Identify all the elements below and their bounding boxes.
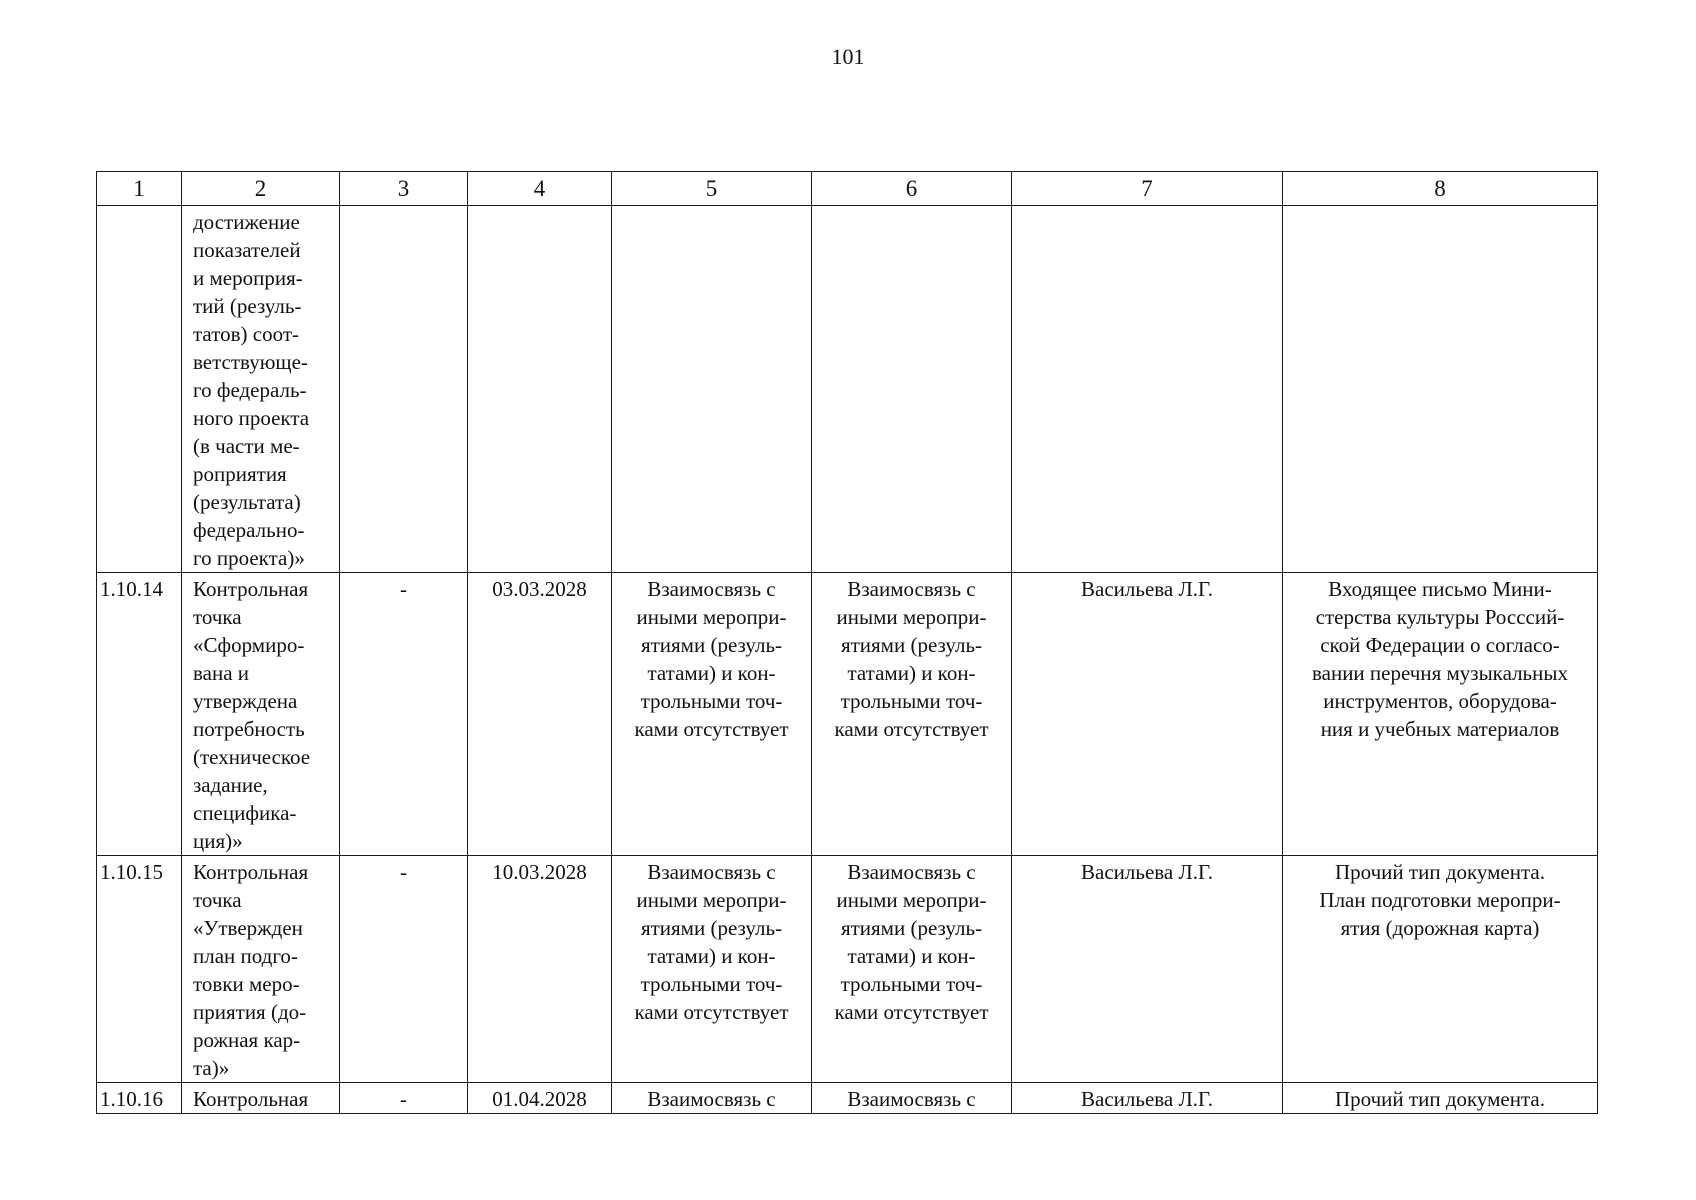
- due-date: 01.04.2028: [492, 1087, 587, 1111]
- column-header-7: 7: [1012, 172, 1283, 206]
- document-type: [1283, 206, 1597, 208]
- column-header-2: 2: [182, 172, 340, 206]
- item-name: Контрольная: [193, 1087, 309, 1111]
- table-row: [97, 1083, 1598, 1114]
- relationship-text: Взаимосвязь с иными меропри- ятиями (резуль- татами) и кон- трольными точ- ками отсутствует: [834, 860, 989, 1024]
- due-date: [468, 206, 611, 208]
- row-number: [97, 206, 181, 208]
- responsible-person: Васильева Л.Г.: [1081, 577, 1213, 601]
- due-date: 03.03.2028: [492, 577, 587, 601]
- schedule-table: [96, 171, 1598, 1114]
- column-header-1: 1: [97, 172, 182, 206]
- relationship-text: [612, 206, 811, 208]
- column-3-value: [340, 206, 467, 208]
- responsible-person: Васильева Л.Г.: [1081, 860, 1213, 884]
- document-type: Входящее письмо Мини- стерства культуры Росссий- ской Федерации о согласо- вании перечня музыкальных инструментов, оборудова- ния и учебных материалов: [1312, 577, 1568, 741]
- row-number: 1.10.15: [100, 860, 163, 884]
- item-name: Контрольная точка «Утвержден план подго- товки меро- приятия (до- рожная кар- та)»: [193, 860, 309, 1080]
- column-3-value: -: [400, 1087, 407, 1111]
- page-number: 101: [831, 44, 865, 69]
- row-number: 1.10.14: [100, 577, 163, 601]
- relationship-text: [812, 206, 1011, 208]
- document-type: Прочий тип документа.: [1335, 1087, 1545, 1111]
- column-3-value: -: [400, 860, 407, 884]
- document-type: Прочий тип документа. План подготовки меропри- ятия (дорожная карта): [1319, 860, 1561, 940]
- item-name: достижение показателей и мероприя- тий (резуль- татов) соот- ветствующе- го федераль- ного проекта (в части ме- роприятия (результата) федерально- го проекта)»: [193, 210, 310, 570]
- column-header-5: 5: [612, 172, 812, 206]
- column-header-8: 8: [1283, 172, 1598, 206]
- table-header-row: [97, 172, 1598, 206]
- due-date: 10.03.2028: [492, 860, 587, 884]
- relationship-text: Взаимосвязь с: [647, 1087, 776, 1111]
- table-row: [97, 206, 1598, 573]
- column-3-value: -: [400, 577, 407, 601]
- column-header-3: 3: [340, 172, 468, 206]
- item-name: Контрольная точка «Сформиро- вана и утверждена потребность (техническое задание, специфика- ция)»: [193, 577, 311, 853]
- column-header-6: 6: [812, 172, 1012, 206]
- relationship-text: Взаимосвязь с иными меропри- ятиями (резуль- татами) и кон- трольными точ- ками отсутствует: [634, 860, 789, 1024]
- responsible-person: Васильева Л.Г.: [1081, 1087, 1213, 1111]
- relationship-text: Взаимосвязь с иными меропри- ятиями (резуль- татами) и кон- трольными точ- ками отсутствует: [634, 577, 789, 741]
- table-row: [97, 573, 1598, 856]
- responsible-person: [1012, 206, 1282, 208]
- table-row: [97, 856, 1598, 1083]
- relationship-text: Взаимосвязь с: [847, 1087, 976, 1111]
- relationship-text: Взаимосвязь с иными меропри- ятиями (резуль- татами) и кон- трольными точ- ками отсутствует: [834, 577, 989, 741]
- column-header-4: 4: [468, 172, 612, 206]
- row-number: 1.10.16: [100, 1087, 163, 1111]
